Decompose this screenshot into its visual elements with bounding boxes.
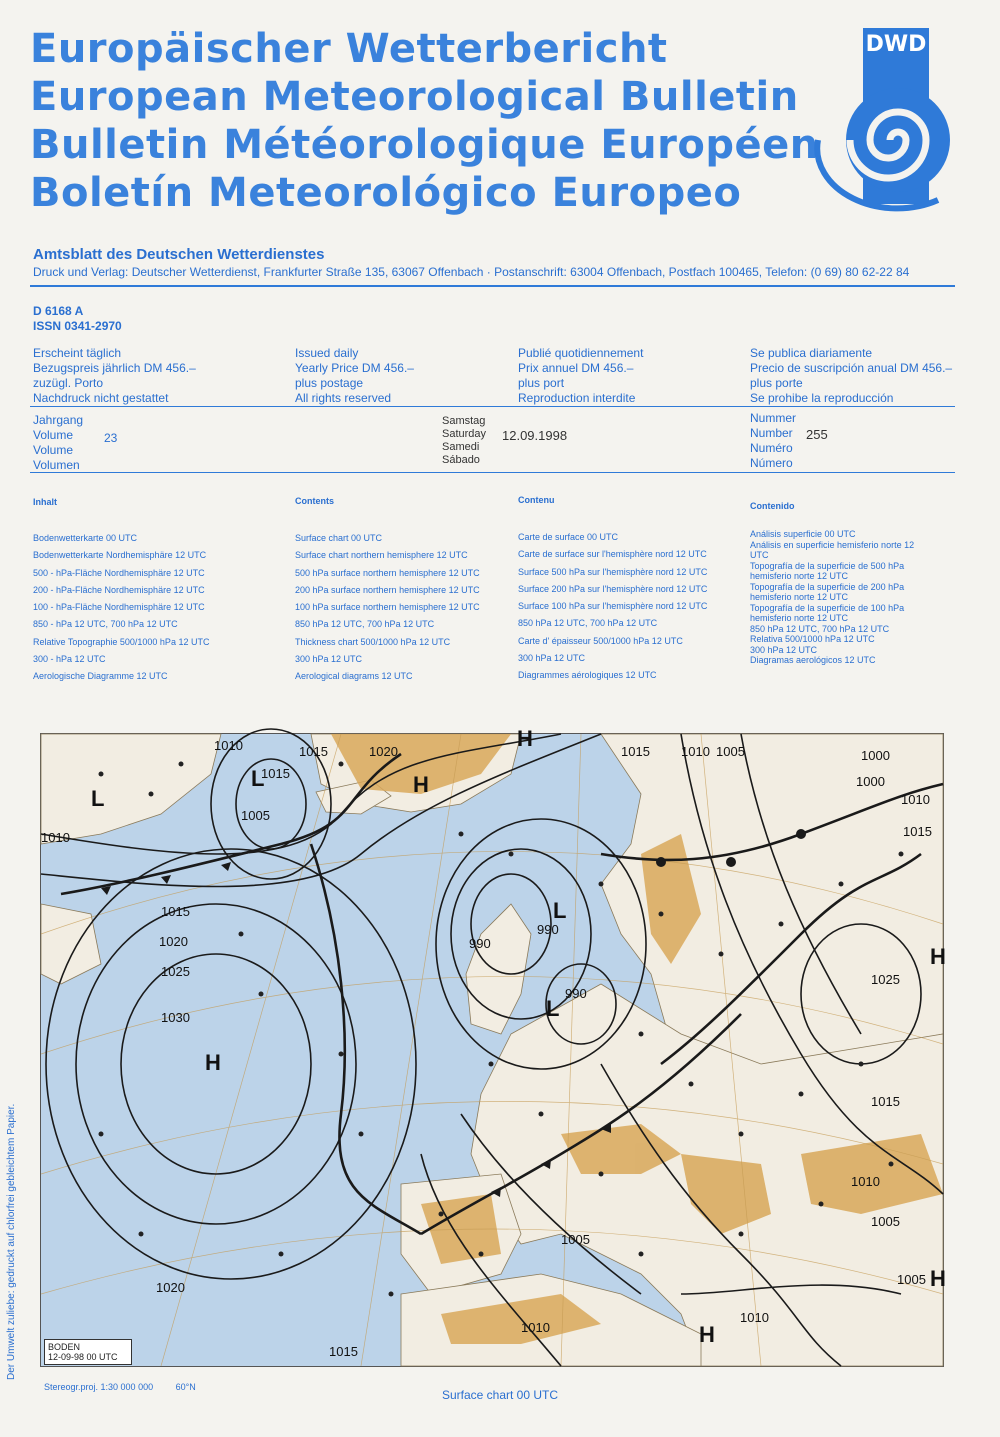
toc-item: 300 - hPa 12 UTC [33,654,106,665]
lang-line: Yearly Price DM 456.– [295,361,414,375]
station-dot [719,952,724,957]
station-dot [599,1172,604,1177]
station-dot [889,1162,894,1167]
surface-weather-map [40,726,946,1367]
isobar-label: 990 [565,986,587,1001]
isobar-label: 1015 [299,744,328,759]
eco-note: Der Umwelt zuliebe: gedruckt auf chlorfrei gebleichtem Papier. [6,1103,17,1380]
station-dot [639,1032,644,1037]
station-dot [859,1062,864,1067]
isobar-label: 1015 [329,1344,358,1359]
volume-value: 23 [104,431,118,445]
isobar-label: 1000 [856,774,885,789]
toc-item: Surface chart 00 UTC [295,533,383,543]
toc-item: Relative Topographie 500/1000 hPa 12 UTC [33,636,210,647]
chart-stamp-label: BODEN [48,1342,81,1352]
isobar-label: 1020 [369,744,398,759]
isobar-label: 1010 [521,1320,550,1335]
canada-land [41,734,221,844]
newfoundland-land [41,904,101,984]
station-dot [479,1252,484,1257]
station-dot [359,1132,364,1137]
station-dot [139,1232,144,1237]
station-dot [599,882,604,887]
toc-item: Topografía de la superficie de 100 hPa hemisferio norte 12 UTC [750,602,905,623]
number-label: Number [750,426,793,440]
front-triangle [221,862,231,871]
d-number: D 6168 A [33,304,84,318]
isobar [46,849,416,1279]
map-caption: Surface chart 00 UTC [441,1388,559,1402]
station-dot [99,1132,104,1137]
station-dot [279,1252,284,1257]
toc-item: 200 - hPa-Fläche Nordhemisphäre 12 UTC [33,584,205,595]
isobar-label: 1005 [561,1232,590,1247]
lang-line: Reproduction interdite [518,391,636,405]
toc-item: Relativa 500/1000 hPa 12 UTC [750,634,875,644]
isobar-label: 1020 [156,1280,185,1295]
station-dot [489,1062,494,1067]
station-dot [819,1202,824,1207]
isobar-label: 1025 [161,964,190,979]
toc-item: Topografía de la superficie de 500 hPa hemisferio norte 12 UTC [750,560,905,581]
land-areas [41,734,943,1366]
issue-number: 255 [806,427,828,442]
station-dot [439,1212,444,1217]
lang-line: zuzügl. Porto [33,376,104,390]
toc-item: 200 hPa surface northern hemisphere 12 UTC [295,584,480,595]
isobar-label: 990 [469,936,491,951]
station-dot [539,1112,544,1117]
lang-line: Bezugspreis jährlich DM 456.– [33,361,196,375]
lang-line: Issued daily [295,346,359,360]
lang-line: Nachdruck nicht gestattet [33,391,169,405]
isobar-label: 1025 [871,972,900,987]
station-dot [99,772,104,777]
toc-item: Surface 100 hPa sur l'hemisphère nord 12 UTC [518,601,708,612]
lang-line: All rights reserved [295,391,392,405]
lang-line: plus port [518,376,565,390]
isobar-label: 990 [537,922,559,937]
low-pressure-center: L [553,898,567,923]
lang-col-de [33,346,196,406]
lang-line: plus postage [295,376,364,390]
isobar-label: 1010 [901,792,930,807]
isobar-label: 1020 [159,934,188,949]
high-pressure-center: H [205,1050,221,1075]
toc-heading-es: Contenido [750,501,795,511]
graticule-line [161,734,341,1366]
low-pressure-center: L [251,766,265,791]
toc-item: 850 - hPa 12 UTC, 700 hPa 12 UTC [33,619,178,630]
isobar-label: 1010 [214,738,243,753]
toc-item: Bodenwetterkarte 00 UTC [33,533,138,543]
isobar-label: 1015 [871,1094,900,1109]
title-english: European Meteorological Bulletin [30,74,799,120]
lang-line: Precio de suscripción anual DM 456.– [750,361,953,375]
number-label: Numéro [750,441,793,455]
front-triangle [161,875,171,884]
title-spanish: Boletín Meteorológico Europeo [30,170,742,216]
day-labels [442,415,486,467]
station-dot [739,1132,744,1137]
station-dot [739,1232,744,1237]
isobar-label: 1015 [161,904,190,919]
toc-item: 300 hPa 12 UTC [295,654,363,665]
toc-item: Topografía de la superficie de 200 hPa hemisferio norte 12 UTC [750,581,905,602]
day-label: Sábado [442,454,480,466]
low-pressure-center: L [546,996,560,1021]
toc-item: Diagrammes aérologiques 12 UTC [518,670,657,681]
lang-col-en [295,346,414,406]
number-label: Número [750,456,793,470]
high-pressure-center: H [930,1266,946,1291]
day-label: Samstag [442,415,486,427]
toc-list-es [750,529,930,666]
isobar-label: 1030 [161,1010,190,1025]
lang-line: Se publica diariamente [750,346,873,360]
isobar-label: 1010 [681,744,710,759]
toc-item: Análisis en superficie hemisferio norte 12 UTC [750,539,915,560]
toc-item: Surface chart northern hemisphere 12 UTC [295,550,468,561]
number-label: Nummer [750,411,797,425]
lang-line: Prix annuel DM 456.– [518,361,634,375]
toc-list-fr [518,529,707,685]
toc-item: Bodenwetterkarte Nordhemisphäre 12 UTC [33,550,207,561]
toc-item: 300 hPa 12 UTC [518,653,586,664]
isobar-label: 1005 [241,808,270,823]
chart-stamp [44,1339,132,1365]
station-dot [659,912,664,917]
toc-item: 850 hPa 12 UTC, 700 hPa 12 UTC [750,623,890,634]
isobar-label: 1005 [716,744,745,759]
station-dot [799,1092,804,1097]
issue-date: 12.09.1998 [502,428,568,443]
toc-item: Surface 500 hPa sur l'hemisphère nord 12 UTC [518,566,708,577]
isobar-label: 1010 [851,1174,880,1189]
toc-item: Surface 200 hPa sur l'hemisphère nord 12 UTC [518,583,708,594]
toc-heading-en: Contents [295,496,334,506]
high-pressure-center: H [517,726,533,751]
lang-line: plus porte [750,376,803,390]
front-semicircle [726,857,736,867]
station-dot [689,1082,694,1087]
front-semicircle [796,829,806,839]
station-dot [839,882,844,887]
volume-label: Volume [33,428,74,442]
title-french: Bulletin Météorologique Européen [30,122,819,168]
toc-item: Carte de surface sur l'hemisphère nord 12 UTC [518,549,707,560]
day-label: Saturday [442,428,487,440]
station-dot [509,852,514,857]
divider [30,406,955,407]
isobar-label: 1010 [41,830,70,845]
toc-heading-de: Inhalt [33,497,57,507]
lang-line: Publié quotidiennement [518,346,644,360]
station-dot [899,852,904,857]
dwd-swirl-icon [808,80,958,220]
weather-map-svg [41,726,946,1366]
isobar-label: 1005 [897,1272,926,1287]
projection-text: Stereogr.proj. 1:30 000 000 [44,1382,154,1392]
lang-col-fr [518,346,643,406]
toc-item: Análisis superficie 00 UTC [750,529,856,539]
isobar-label: 1015 [621,744,650,759]
toc-item: Carte de surface 00 UTC [518,532,619,542]
toc-list-en [295,530,480,686]
station-dot [239,932,244,937]
lang-line: Erscheint täglich [33,346,122,360]
toc-item: 100 hPa surface northern hemisphere 12 UTC [295,602,480,613]
volume-label: Volumen [33,458,80,472]
chart-stamp-time: 12-09-98 00 UTC [48,1352,118,1362]
toc-item: 850 hPa 12 UTC, 700 hPa 12 UTC [295,619,435,630]
title-german: Europäischer Wetterbericht [30,26,668,72]
toc-item: Thickness chart 500/1000 hPa 12 UTC [295,636,451,647]
isobar-label: 1010 [740,1310,769,1325]
station-dot [149,792,154,797]
identifier-block [33,304,122,334]
issn: ISSN 0341-2970 [33,319,122,333]
toc-item: Diagramas aerológicos 12 UTC [750,655,876,665]
isobar-label: 1005 [871,1214,900,1229]
low-pressure-center: L [91,786,105,811]
station-dot [339,1052,344,1057]
toc-item: 850 hPa 12 UTC, 700 hPa 12 UTC [518,618,658,629]
toc-item: 500 - hPa-Fläche Nordhemisphäre 12 UTC [33,567,205,578]
occluded-front [311,844,421,1234]
toc-item: 300 hPa 12 UTC [750,644,818,655]
isobar-label: 1000 [861,748,890,763]
station-dot [259,992,264,997]
station-dot [459,832,464,837]
toc-item: Carte d' épaisseur 500/1000 hPa 12 UTC [518,635,683,646]
lang-line: Se prohibe la reproducción [750,391,894,405]
station-dot [339,762,344,767]
high-pressure-center: H [413,772,429,797]
toc-item: 500 hPa surface northern hemisphere 12 UTC [295,567,480,578]
toc-item: 100 - hPa-Fläche Nordhemisphäre 12 UTC [33,602,205,613]
toc-item: Aerological diagrams 12 UTC [295,671,413,682]
volume-label: Volume [33,443,74,457]
isobar-label: 1015 [261,766,290,781]
isobar-label: 1015 [903,824,932,839]
volume-label: Jahrgang [33,413,84,427]
station-dot [389,1292,394,1297]
divider [30,472,955,473]
station-dot [639,1252,644,1257]
station-dot [779,922,784,927]
high-pressure-center: H [930,944,946,969]
toc-item: Aerologische Diagramme 12 UTC [33,671,168,682]
toc-list-de [33,530,209,686]
front-semicircle [656,857,666,867]
amtsblatt-heading: Amtsblatt des Deutschen Wetterdienstes [33,246,325,263]
dwd-logo-text: DWD [865,32,927,57]
lang-col-es [750,346,952,406]
volume-labels [33,413,83,473]
toc-heading-fr: Contenu [518,495,555,505]
station-dot [179,762,184,767]
day-label: Samedi [442,441,480,453]
publisher-address: Druck und Verlag: Deutscher Wetterdienst, Frankfurter Straße 135, 63067 Offenbach · Postanschrift: 63004 Offenbach, Postfach 100465, Telefon: (0 69) 80 62-22 84 [33,265,910,279]
high-pressure-center: H [699,1322,715,1347]
latitude-ref: 60°N [175,1382,196,1392]
divider [30,285,955,287]
number-labels [750,411,796,471]
